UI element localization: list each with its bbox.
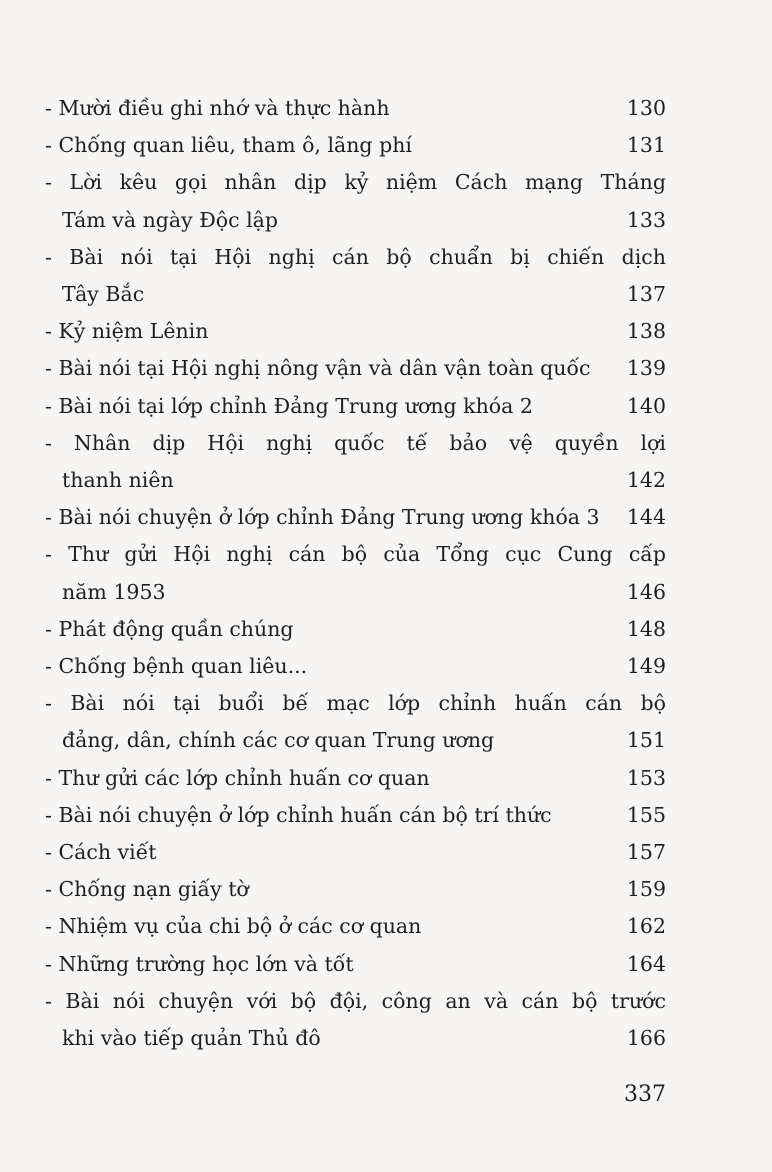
toc-entry-page: 142 — [626, 468, 666, 493]
toc-entry-page: 162 — [626, 914, 666, 939]
toc-entry-title-line: - Bài nói chuyện ở lớp chỉnh huấn cán bộ trí thức — [45, 802, 552, 827]
toc-entry-title-line: - Bài nói tại Hội nghị nông vận và dân vận toàn quốc — [45, 356, 591, 381]
toc-entry-title-line: Tám và ngày Độc lập — [62, 207, 279, 232]
toc-entry — [45, 536, 666, 610]
toc-entry-page: 130 — [626, 96, 666, 120]
toc-entry-page: 149 — [626, 654, 666, 679]
toc-entry-page: 146 — [626, 579, 666, 604]
toc-entry-page: 133 — [626, 207, 666, 232]
toc-entry-title-line: - Chống nạn giấy tờ — [45, 877, 249, 902]
toc-entry-page: 139 — [626, 356, 666, 381]
toc-entry — [45, 760, 666, 797]
toc-entry-page: 148 — [626, 616, 666, 641]
toc-entry — [45, 164, 666, 238]
toc-entry — [45, 611, 666, 648]
toc-entry-page: 159 — [626, 877, 666, 902]
toc-entry-page: 166 — [626, 1026, 666, 1051]
toc-entry-title-line: - Nhiệm vụ của chi bộ ở các cơ quan — [45, 914, 422, 939]
toc-entry-page: 137 — [626, 282, 666, 307]
toc-entry — [45, 350, 666, 387]
toc-entry-page: 153 — [626, 765, 666, 790]
toc-entry-title-line: - Mười điều ghi nhớ và thực hành — [45, 96, 390, 120]
toc-entry — [45, 313, 666, 350]
toc-entry-title-line: - Thư gửi các lớp chỉnh huấn cơ quan — [45, 765, 430, 790]
toc-entry — [45, 239, 666, 313]
toc-entry-page: 140 — [626, 393, 666, 418]
toc-entry — [45, 908, 666, 945]
toc-entry-page: 138 — [626, 319, 666, 344]
toc-entry-title-line: - Bài nói tại buổi bế mạc lớp chỉnh huấn cán bộ — [45, 691, 666, 716]
toc-entry — [45, 425, 666, 499]
toc-entry-page: 155 — [626, 802, 666, 827]
toc-entry — [45, 797, 666, 834]
toc-entry-title-line: - Phát động quần chúng — [45, 616, 294, 641]
toc-entry — [45, 983, 666, 1057]
toc-entry — [45, 685, 666, 759]
toc-entry-title-line: - Bài nói chuyện với bộ đội, công an và cán bộ trước — [45, 988, 666, 1013]
toc-entry-title-line: - Thư gửi Hội nghị cán bộ của Tổng cục Cung cấp — [45, 542, 666, 567]
toc-entry-title-line: - Chống bệnh quan liêu... — [45, 654, 308, 679]
toc-entry — [45, 834, 666, 871]
toc-entry-title-line: - Bài nói tại Hội nghị cán bộ chuẩn bị chiến dịch — [45, 244, 666, 269]
toc-entry-title-line: - Nhân dịp Hội nghị quốc tế bảo vệ quyền lợi — [45, 430, 666, 455]
toc-entry — [45, 499, 666, 536]
toc-entry-title-line: khi vào tiếp quản Thủ đô — [62, 1026, 321, 1051]
toc-entry-title-line: thanh niên — [62, 468, 174, 493]
toc-entry — [45, 946, 666, 983]
toc-entry-page: 157 — [626, 840, 666, 865]
toc-entry-title-line: - Bài nói chuyện ở lớp chỉnh Đảng Trung ương khóa 3 — [45, 505, 600, 530]
toc-entry-title-line: - Những trường học lớn và tốt — [45, 951, 354, 976]
toc-entry-title-line: Tây Bắc — [62, 282, 145, 307]
toc-entry-page: 144 — [626, 505, 666, 530]
toc-entry-title-line: đảng, dân, chính các cơ quan Trung ương — [62, 728, 495, 753]
toc-entry-title-line: - Cách viết — [45, 840, 157, 865]
toc-entry — [45, 871, 666, 908]
toc-entry — [45, 648, 666, 685]
toc-entry-title-line: - Kỷ niệm Lênin — [45, 319, 209, 344]
toc-entry-title-line: - Chống quan liêu, tham ô, lãng phí — [45, 133, 412, 158]
toc-entry — [45, 90, 666, 127]
toc-entry-page: 164 — [626, 951, 666, 976]
toc-entry-title-line: - Bài nói tại lớp chỉnh Đảng Trung ương khóa 2 — [45, 393, 533, 418]
page-number: 337 — [624, 1082, 666, 1107]
toc-entry — [45, 127, 666, 164]
toc-entry-page: 151 — [626, 728, 666, 753]
toc-entry — [45, 388, 666, 425]
toc-entry-title-line: năm 1953 — [62, 579, 166, 604]
table-of-contents — [45, 90, 666, 1057]
toc-entry-title-line: - Lời kêu gọi nhân dịp kỷ niệm Cách mạng Tháng — [45, 170, 666, 195]
toc-entry-page: 131 — [626, 133, 666, 158]
